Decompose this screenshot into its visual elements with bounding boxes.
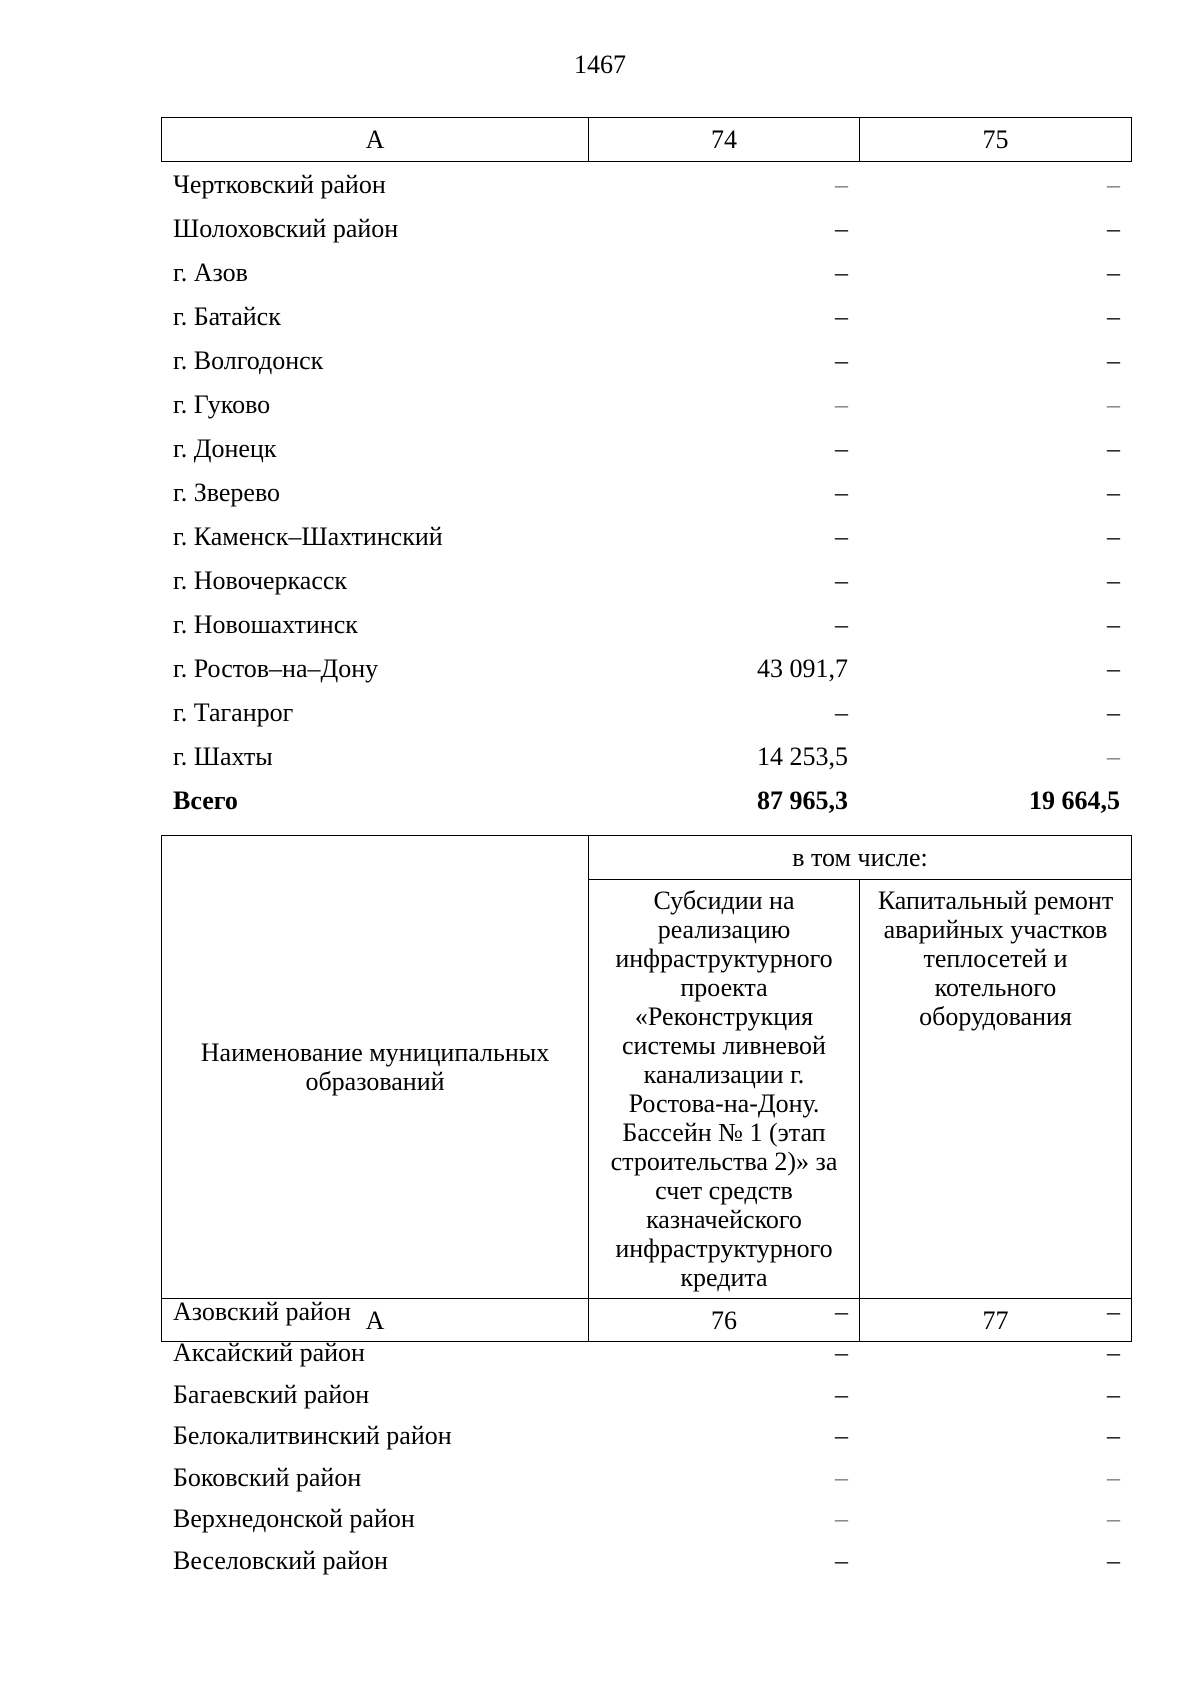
row-name: г. Донецк [173,434,277,463]
table-row [161,427,1131,471]
row-value-75: – [1107,654,1120,683]
row-name: Веселовский район [173,1545,388,1575]
total-value-75: 19 664,5 [1029,786,1120,815]
table-row [161,1457,1131,1499]
row-name: г. Новочеркасск [173,566,348,595]
row-value-76: – [835,1379,848,1409]
row-value-74: – [835,698,848,727]
table-row [161,1374,1131,1416]
row-name: г. Батайск [173,302,281,331]
row-value-75: – [1107,742,1120,771]
table-row [161,383,1131,427]
page-number: 1467 [574,50,626,79]
table-row [161,603,1131,647]
table2-index-a: А [162,1299,589,1342]
including-group-header: в том числе: [589,836,1132,880]
row-value-75: – [1107,390,1120,419]
row-value-75: – [1107,698,1120,727]
table1-header-75: 75 [860,118,1132,162]
row-value-76: – [835,1296,848,1326]
row-value-76: – [835,1421,848,1451]
table-row [161,295,1131,339]
table-row [161,163,1131,207]
row-value-74: – [835,346,848,375]
municipality-name-header: Наименование муниципальных образований [162,836,589,1299]
row-value-74: – [835,170,848,199]
row-value-74: – [835,258,848,287]
table-row [161,691,1131,735]
table-row [161,735,1131,779]
row-value-74: – [835,522,848,551]
row-value-75: – [1107,566,1120,595]
row-value-74: – [835,478,848,507]
row-value-76: – [835,1545,848,1575]
table1-header-a: А [162,118,589,162]
total-row [161,779,1131,823]
row-value-75: – [1107,478,1120,507]
row-value-77: – [1107,1545,1120,1575]
row-name: Чертковский район [173,170,386,199]
row-name: г. Ростов–на–Дону [173,654,379,683]
row-name: г. Азов [173,258,248,287]
table-row [161,207,1131,251]
table-row [161,1499,1131,1541]
column-76-header: Субсидии на реализацию инфраструктурного проекта «Реконструкция системы ливневой канализации г. Ростова-на-Дону. Бассейн № 1 (этап строительства 2)» за счет средств казначейского инфраструктурного кредита [589,880,860,1299]
table-row [161,647,1131,691]
table-row [161,1416,1131,1458]
row-value-77: – [1107,1504,1120,1534]
row-value-75: – [1107,302,1120,331]
table1-header-74: 74 [589,118,860,162]
row-value-75: – [1107,522,1120,551]
row-name: Азовский район [173,1296,351,1326]
row-value-74: – [835,302,848,331]
row-name: Шолоховский район [173,214,399,243]
table-row [161,515,1131,559]
row-value-75: – [1107,170,1120,199]
row-name: г. Зверево [173,478,281,507]
row-name: г. Таганрог [173,698,294,727]
table2-index-76: 76 [589,1299,860,1342]
row-value-74: – [835,434,848,463]
row-name: г. Каменск–Шахтинский [173,522,443,551]
row-name: Багаевский район [173,1379,370,1409]
row-value-77: – [1107,1462,1120,1492]
row-value-75: – [1107,346,1120,375]
row-name: г. Шахты [173,742,273,771]
row-value-75: – [1107,434,1120,463]
row-name: г. Новошахтинск [173,610,358,639]
row-value-76: – [835,1504,848,1534]
table2-body [161,1291,1131,1582]
row-value-74: – [835,214,848,243]
row-name: Верхнедонской район [173,1504,415,1534]
table-row [161,471,1131,515]
row-value-77: – [1107,1379,1120,1409]
row-name: Боковский район [173,1462,362,1492]
table-row [161,1540,1131,1582]
row-name: Белокалитвинский район [173,1421,452,1451]
row-value-76: – [835,1462,848,1492]
row-value-77: – [1107,1338,1120,1368]
row-value-75: – [1107,214,1120,243]
row-value-77: – [1107,1421,1120,1451]
table-row [161,559,1131,603]
total-label: Всего [173,786,238,815]
row-name: г. Волгодонск [173,346,324,375]
row-value-77: – [1107,1296,1120,1326]
table-row [161,251,1131,295]
row-value-74: – [835,610,848,639]
row-value-74: 43 091,7 [757,654,848,683]
table1-body [161,163,1131,823]
table2-index-77: 77 [860,1299,1132,1342]
table-row [161,339,1131,383]
row-value-74: – [835,390,848,419]
total-value-74: 87 965,3 [757,786,848,815]
row-value-74: 14 253,5 [757,742,848,771]
row-value-75: – [1107,610,1120,639]
row-value-76: – [835,1338,848,1368]
row-value-74: – [835,566,848,595]
table2-header [161,835,1132,1342]
row-value-75: – [1107,258,1120,287]
table-row [161,1333,1131,1375]
row-name: Аксайский район [173,1338,365,1368]
table-row [161,1291,1131,1333]
table1-header [161,117,1132,162]
row-name: г. Гуково [173,390,271,419]
column-77-header: Капитальный ремонт аварийных участков теплосетей и котельного оборудования [860,880,1132,1299]
